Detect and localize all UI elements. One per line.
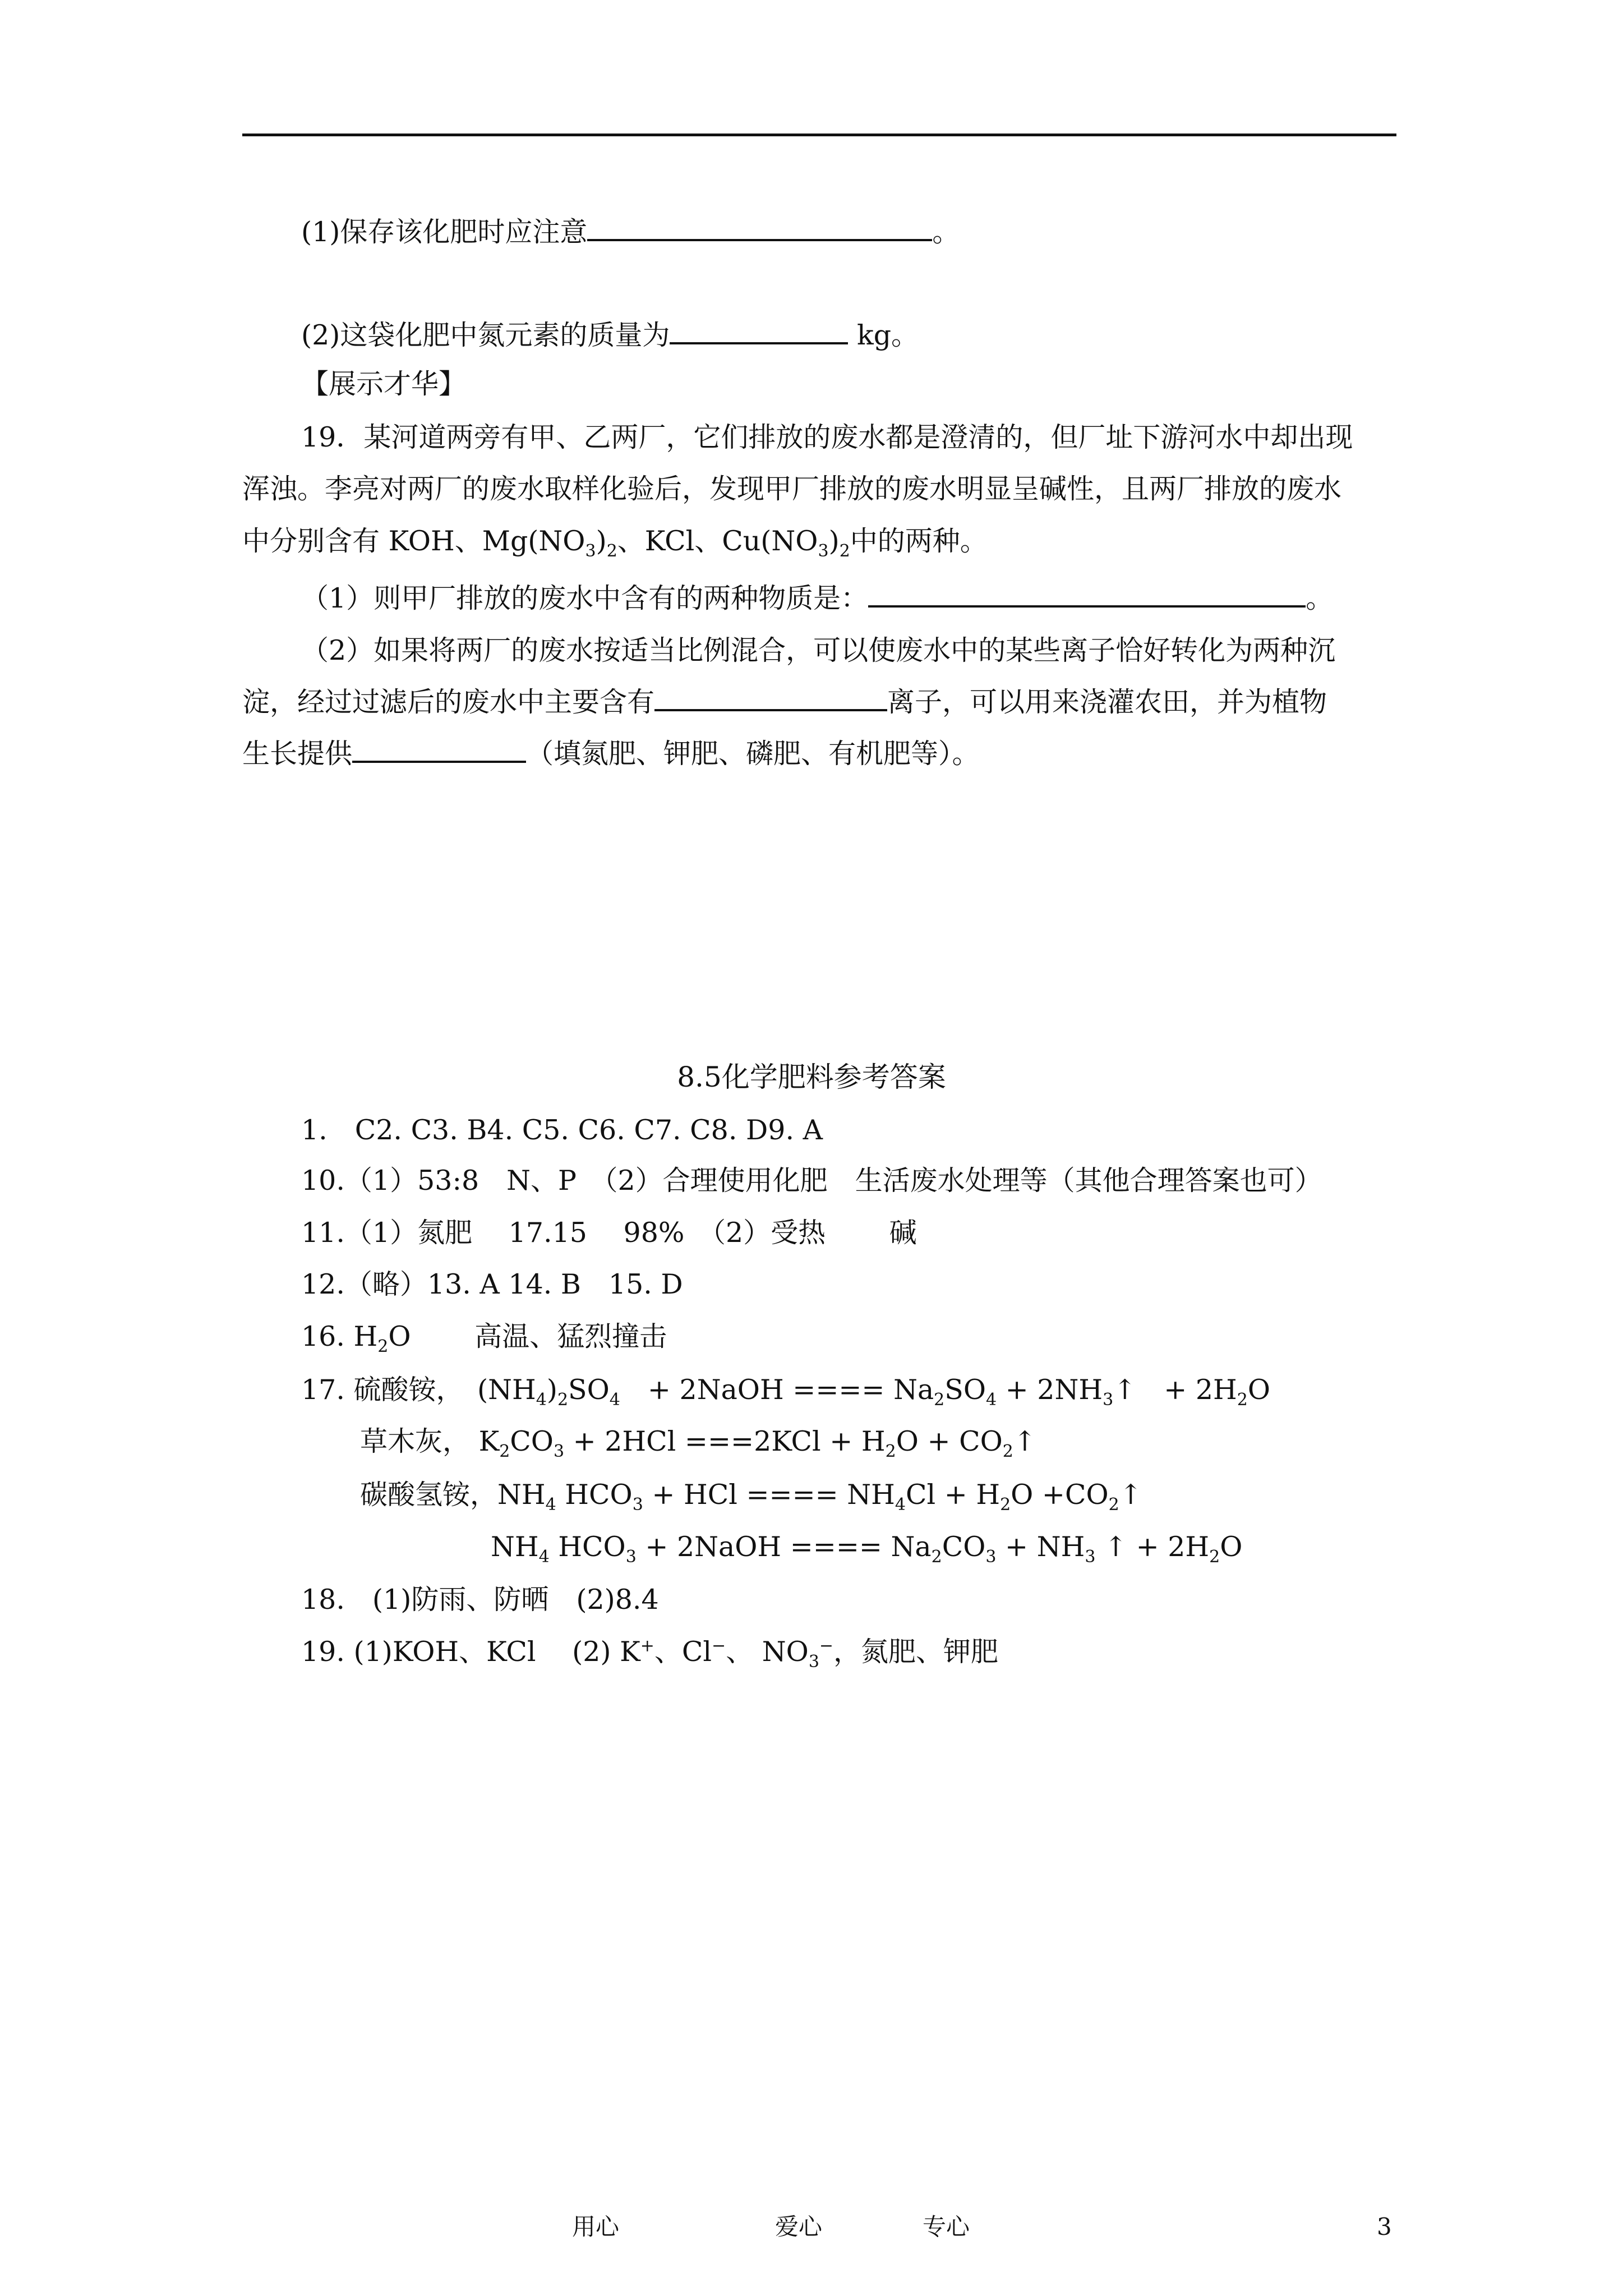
answer-text: + 2HCl ===2KCl + H (564, 1425, 886, 1457)
answer-text: O + CO (896, 1425, 1003, 1457)
superscript: − (712, 1636, 726, 1656)
q18-line-1 (301, 214, 960, 249)
q18-line-2-text: (2)这袋化肥中氮元素的质量为 (301, 319, 670, 351)
answer-10: 10.（1）53:8 N、P （2）合理使用化肥 生活废水处理等（其他合理答案也可） (301, 1165, 1322, 1197)
subscript: 2 (1002, 1441, 1013, 1461)
answer-12-15: 12.（略）13. A 14. B 15. D (301, 1268, 683, 1300)
answer-text: Cl + H (905, 1479, 1000, 1511)
answer-blank[interactable] (654, 684, 887, 711)
answer-text: NH (491, 1531, 539, 1563)
footer-word-2: 爱心 (775, 2213, 823, 2240)
section-heading: 【展示才华】 (301, 368, 467, 400)
answer-text: CO (942, 1531, 986, 1563)
subscript: 2 (1108, 1494, 1119, 1515)
answer-key-title: 8.5化学肥料参考答案 (677, 1061, 946, 1093)
subscript: 2 (1000, 1494, 1011, 1515)
superscript: + (640, 1636, 654, 1656)
subscript: 2 (1237, 1389, 1248, 1410)
answer-text: + NH (996, 1531, 1085, 1563)
q19-stem-line-3 (242, 524, 988, 561)
answer-text: SO (568, 1374, 610, 1406)
q19-part-2-text: 淀，经过过滤后的废水中主要含有 (242, 686, 655, 718)
subscript: 3 (985, 1547, 997, 1567)
q19-part-1-end: 。 (1306, 582, 1334, 614)
answer-text: 草木灰， K (360, 1425, 500, 1457)
answer-text: + 2NH (997, 1374, 1103, 1406)
answer-text: O (1247, 1374, 1271, 1406)
footer-word-1: 用心 (572, 2213, 620, 2240)
answer-text: 19. (1)KOH、KCl (2) K (301, 1636, 640, 1668)
stem-text: ) (828, 525, 840, 557)
subscript: 4 (538, 1547, 550, 1567)
subscript: 3 (625, 1547, 637, 1567)
q19-part-2-text: 离子，可以用来浇灌农田，并为植物 (887, 686, 1327, 718)
page-number: 3 (1377, 2213, 1392, 2240)
stem-text: 、KCl、Cu(NO (617, 525, 818, 557)
footer-word-3: 专心 (923, 2213, 970, 2240)
q18-line-2-unit: kg。 (848, 319, 919, 351)
answer-text: 16. H (301, 1320, 378, 1352)
answer-text: ↑ + 2H (1113, 1374, 1237, 1406)
q18-line-1-end: 。 (932, 216, 960, 248)
answer-blank[interactable] (868, 581, 1306, 608)
subscript: 2 (606, 541, 617, 561)
answer-11: 11.（1）氮肥 17.15 98% （2）受热 碱 (301, 1217, 917, 1249)
answer-text: + HCl ==== NH (643, 1479, 895, 1511)
answer-text: O 高温、猛烈撞击 (388, 1320, 667, 1352)
subscript: 4 (895, 1494, 906, 1515)
subscript: 3 (808, 1651, 819, 1672)
answer-blank[interactable] (670, 318, 848, 344)
answer-text: 碳酸氢铵，NH (360, 1479, 546, 1511)
q19-stem-line-2: 浑浊。李亮对两厂的废水取样化验后，发现甲厂排放的废水明显呈碱性，且两厂排放的废水 (242, 473, 1342, 505)
subscript: 2 (931, 1547, 942, 1567)
q19-part-2-text: （填氮肥、钾肥、磷肥、有机肥等）。 (526, 738, 980, 770)
subscript: 3 (585, 541, 596, 561)
answer-text: CO (510, 1425, 554, 1457)
subscript: 3 (818, 541, 829, 561)
subscript: 4 (986, 1389, 997, 1410)
subscript: 2 (1209, 1547, 1220, 1567)
q19-part-2-line-3 (242, 736, 980, 771)
subscript: 4 (609, 1389, 620, 1410)
subscript: 2 (499, 1441, 510, 1461)
answer-text: ) (546, 1374, 557, 1406)
answer-text: + 2NaOH ==== Na (636, 1531, 932, 1563)
answer-text: O +CO (1011, 1479, 1109, 1511)
q19-part-1 (301, 581, 1333, 615)
answer-text: HCO (549, 1531, 626, 1563)
answer-text: ↑ (1119, 1479, 1142, 1511)
q19-stem-line-1: 19．某河道两旁有甲、乙两厂，它们排放的废水都是澄清的，但厂址下游河水中却出现 (301, 421, 1353, 453)
answer-text: ，氮肥、钾肥 (833, 1636, 999, 1668)
subscript: 4 (536, 1389, 547, 1410)
q19-part-2-line-1: （2）如果将两厂的废水按适当比例混合，可以使废水中的某些离子恰好转化为两种沉 (301, 634, 1336, 666)
subscript: 2 (934, 1389, 945, 1410)
answer-text: 17. 硫酸铵， (NH (301, 1374, 536, 1406)
answer-17-line-3 (360, 1478, 1142, 1515)
subscript: 2 (885, 1441, 896, 1461)
answer-blank[interactable] (352, 736, 526, 763)
answer-text: 、 NO (726, 1636, 809, 1668)
answer-text: + 2NaOH ==== Na (620, 1374, 934, 1406)
answer-text: O (1220, 1531, 1243, 1563)
answer-text: ↑ (1013, 1425, 1036, 1457)
subscript: 3 (1103, 1389, 1114, 1410)
subscript: 4 (545, 1494, 556, 1515)
subscript: 2 (557, 1389, 569, 1410)
stem-text: 中的两种。 (850, 525, 988, 557)
stem-text: ) (596, 525, 607, 557)
superscript: − (819, 1636, 834, 1656)
q18-line-2 (301, 318, 919, 352)
answer-text: HCO (556, 1479, 633, 1511)
answer-blank[interactable] (587, 214, 932, 241)
subscript: 3 (553, 1441, 565, 1461)
answer-18: 18. (1)防雨、防晒 (2)8.4 (301, 1584, 659, 1616)
q19-part-1-text: （1）则甲厂排放的废水中含有的两种物质是： (301, 582, 869, 614)
subscript: 2 (839, 541, 850, 561)
answer-text: SO (944, 1374, 986, 1406)
answer-17-line-2 (360, 1425, 1036, 1461)
subscript: 2 (377, 1336, 389, 1356)
answer-text: 、Cl (654, 1636, 712, 1668)
answer-text: ↑ + 2H (1095, 1531, 1210, 1563)
answer-16 (301, 1320, 667, 1354)
q19-part-2-line-2 (242, 684, 1327, 719)
q19-part-2-text: 生长提供 (242, 738, 353, 770)
answer-17-line-4 (491, 1530, 1243, 1567)
subscript: 3 (632, 1494, 643, 1515)
answer-17-line-1 (301, 1373, 1271, 1410)
q18-line-1-text: (1)保存该化肥时应注意 (301, 216, 588, 248)
stem-text: 中分别含有 KOH、Mg(NO (242, 525, 585, 557)
subscript: 3 (1085, 1547, 1096, 1567)
answer-19 (301, 1635, 999, 1672)
answer-1-9: 1. C2. C3. B4. C5. C6. C7. C8. D9. A (301, 1114, 823, 1146)
header-rule (242, 134, 1396, 136)
